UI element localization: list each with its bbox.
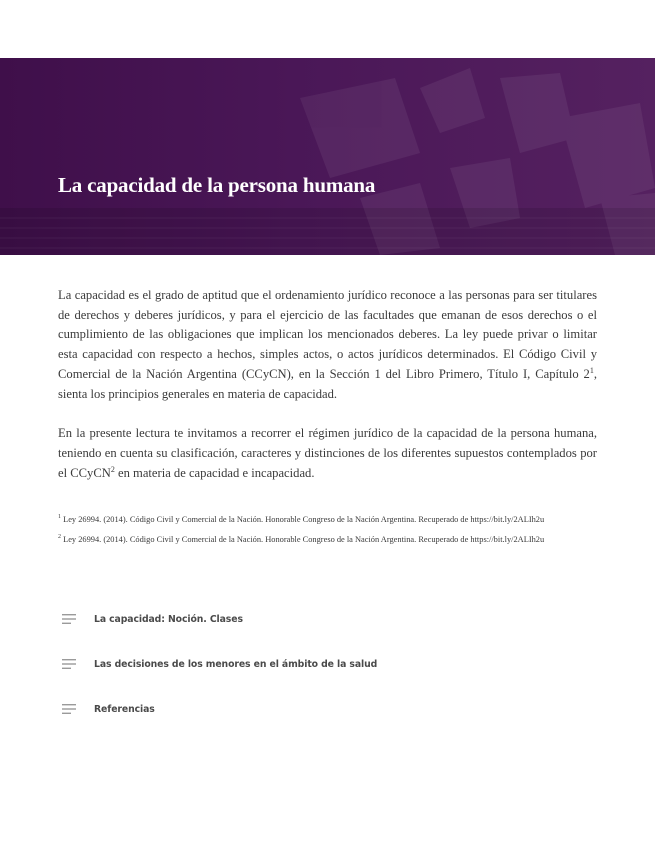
intro-paragraph-1 xyxy=(58,286,597,404)
footnote-2 xyxy=(58,530,597,549)
text-lines-icon xyxy=(58,704,94,714)
toc-item-decisiones-menores-salud[interactable] xyxy=(58,649,597,679)
footnote-text: Ley 26994. (2014). Código Civil y Comercial de la Nación. Honorable Congreso de la Nación Argentina. Recuperado de https://bit.ly/2ALIh2u xyxy=(61,534,545,544)
footnote-ref-2[interactable]: 2 xyxy=(110,464,115,474)
intro-paragraph-2-tail: en materia de capacidad e incapacidad. xyxy=(114,465,315,480)
text-lines-icon xyxy=(58,614,94,624)
toc-item-label[interactable]: Referencias xyxy=(94,703,155,715)
footnote-ref-1[interactable]: 1 xyxy=(589,365,594,375)
toc-item-label[interactable]: Las decisiones de los menores en el ámbito de la salud xyxy=(94,658,378,670)
hero-banner xyxy=(0,58,655,255)
text-lines-icon xyxy=(58,659,94,669)
reading-content xyxy=(58,286,597,549)
footnote-1 xyxy=(58,510,597,529)
footnotes xyxy=(58,510,597,549)
intro-paragraph-1-text: La capacidad es el grado de aptitud que el ordenamiento jurídico reconoce a las personas para ser titulares de derechos y deberes jurídicos, y para el ejercicio de las facultades que emanan de esos derechos o el cumplimiento de las obligaciones que implican los mencionados deberes. La ley puede privar o limitar esta capacidad con respecto a hechos, simples actos, o actos jurídicos determinados. El Código Civil y Comercial de la Nación Argentina (CCyCN), en la Sección 1 del Libro Primero, Título I, Capítulo 2 xyxy=(58,288,597,381)
hero-background-illustration xyxy=(0,58,655,255)
footnote-marker: 1 xyxy=(58,514,61,521)
intro-paragraph-2 xyxy=(58,424,597,483)
footnote-marker: 2 xyxy=(58,533,61,540)
intro-paragraph-2-text: En la presente lectura te invitamos a recorrer el régimen jurídico de la capacidad de la persona humana, teniendo en cuenta su clasificación, caracteres y distinciones de los diferentes supuestos contemplados por el CCyCN xyxy=(58,426,597,480)
toc-item-referencias[interactable] xyxy=(58,694,597,724)
toc-item-label[interactable]: La capacidad: Noción. Clases xyxy=(94,613,243,625)
intro-paragraph-1-tail: , sienta los principios generales en materia de capacidad. xyxy=(58,366,597,401)
table-of-contents xyxy=(58,604,597,739)
footnote-text: Ley 26994. (2014). Código Civil y Comercial de la Nación. Honorable Congreso de la Nación Argentina. Recuperado de https://bit.ly/2ALIh2u xyxy=(61,515,545,525)
page-title: La capacidad de la persona humana xyxy=(58,173,376,197)
toc-item-capacidad-nocion-clases[interactable] xyxy=(58,604,597,634)
